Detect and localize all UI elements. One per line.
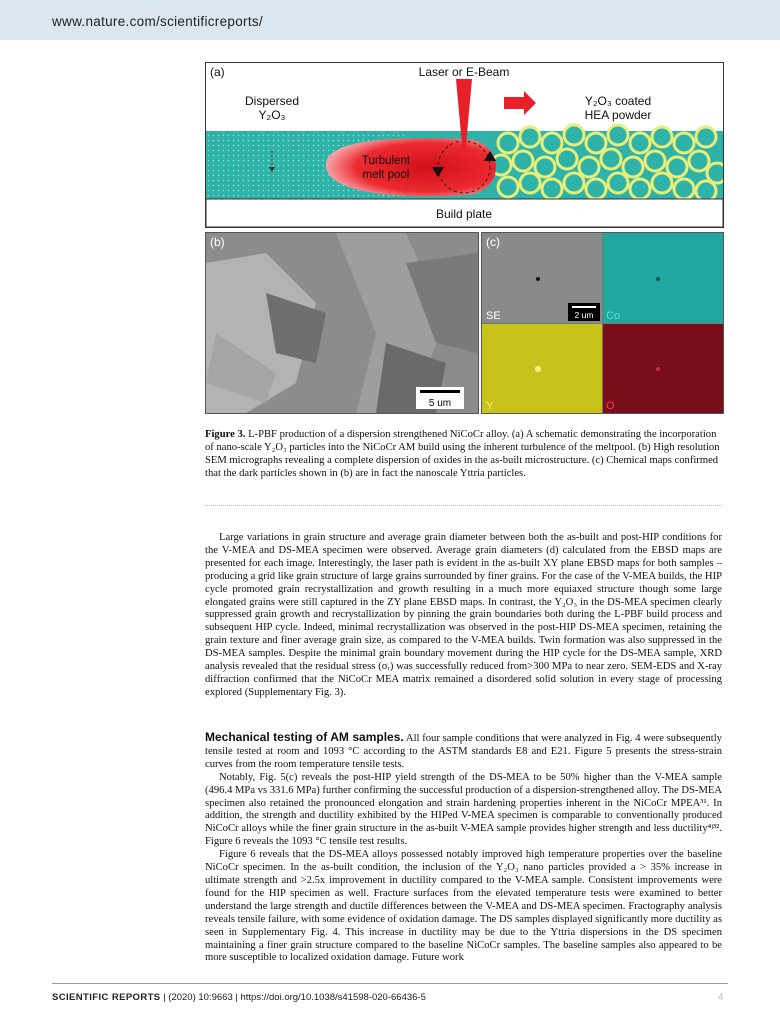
map-label-y: Y xyxy=(486,400,494,412)
eds-maps xyxy=(482,233,723,413)
scan-direction-arrow-icon xyxy=(504,91,536,115)
caption-label: Figure 3. xyxy=(205,429,246,440)
section-title: Mechanical testing of AM samples. xyxy=(205,730,404,744)
beam-label: Laser or E-Beam xyxy=(418,65,510,79)
sem-micrograph-panel xyxy=(205,232,479,414)
section-paragraph-3: Figure 6 reveals that the DS-MEA alloys possessed notably improved high temperature properties over the baseline NiCoCr specimen. In the as-built condition, the inclusion of the Y₂O₃ nano particles provided a > 35% increase in ultimate strength and >2.5x improvement in ductility compared to the V-MEA sample. Consistent improvements were found for the HIP specimen as well. Fracture surfaces from the elevated temperature tests were examined to better understand the large strength and ductile differences between the V-MEA and DS-MEA specimen. Fractography analysis reveals tensile failure, with some evidence of oxidation damage. The DS samples displayed significantly more ductility as seen in Supplementary Fig. 4. This increase in ductility may be due to the Yttria dispersions in the DS specimen maintaining a finer grain structure compared to the baseline NiCoCr samples. The baseline samples also appeared to be more susceptible to localized oxidation damage. Future work xyxy=(205,849,722,964)
map-o xyxy=(603,324,723,413)
footer-journal: SCIENTIFIC REPORTS xyxy=(52,992,161,1003)
map-label-se: SE xyxy=(486,310,501,322)
mechanical-testing-section xyxy=(205,731,722,965)
map-label-co: Co xyxy=(606,310,621,322)
sem-micrograph xyxy=(206,233,478,413)
schematic-svg xyxy=(206,63,723,227)
page-footer xyxy=(52,992,426,1003)
panel-b-label: (b) xyxy=(210,235,225,249)
build-plate-label: Build plate xyxy=(435,207,493,221)
panel-b-scale: 5 um xyxy=(428,398,452,409)
scale-bar xyxy=(420,390,460,393)
dispersed-label-2: Y₂O₃ xyxy=(258,108,286,122)
panel-a-label: (a) xyxy=(210,65,225,79)
map-y xyxy=(482,324,602,413)
melt-pool xyxy=(326,138,496,196)
page-header xyxy=(0,0,780,40)
dispersed-label-1: Dispersed xyxy=(244,94,300,108)
panel-c-scale: 2 um xyxy=(574,310,594,320)
powder-particles xyxy=(491,125,723,201)
panel-c-label: (c) xyxy=(486,235,500,249)
journal-url[interactable]: www.nature.com/scientificreports/ xyxy=(52,14,263,29)
map-label-o: O xyxy=(606,400,615,412)
body-paragraph-1: Large variations in grain structure and average grain diameter between both the as-built and post-HIP conditions for the V-MEA and DS-MEA specimen were observed. Average grain diameters (d) calculated from the EBSD maps are presented for each image. Interestingly, the laser path is evident in the as-built XY plane EBSD maps for both samples – producing a grid like grain structure of large grains surrounded by finer grains. For the case of the V-MEA builds, the HIP cycle promoted grain recrystallization and growth resulting in a much more equiaxed structure though some large elongated grains were still captured in the ZY plane EBSD maps. In contrast, the Y₂O₃ in the DS-MEA specimen clearly suppressed grain growth and recrystallization by pinning the grain boundaries both during the L-PBF build process and subsequent HIP cycle. Indeed, minimal recrystallization was observed in the post-HIP DS-MEA specimen, retaining the grain texture and finer average grain size, as compared to the V-MEA builds. Twin formation was also suppressed in the DS-MEA samples. Despite the minimal grain boundary movement during the HIP cycle for the DS-MEA sample, XRD analysis revealed that the residual stress (σᵣ) was successfully reduced from>300 MPa to near zero. SEM-EDS and X-ray diffraction confirmed that the NiCoCr MEA matrix remained a disordered solid solution in every stage of processing explored (Supplementary Fig. 3). xyxy=(205,532,722,698)
section-paragraph-1: All four sample conditions that were analyzed in Fig. 4 were subsequently tensile tested at room and 1093 °C according to the ASTM standards E8 and E21. Figure 5 presents the stress-strain curves from the room temperature tensile tests. xyxy=(205,733,722,770)
eds-maps-panel xyxy=(481,232,724,414)
figure-caption xyxy=(205,428,722,480)
caption-divider xyxy=(205,505,722,506)
melt-label-2: melt pool xyxy=(362,169,410,181)
powder-label-2: HEA powder xyxy=(584,108,652,122)
section-paragraph-2: Notably, Fig. 5(c) reveals the post-HIP yield strength of the DS-MEA to be 50% higher than the V-MEA sample (496.4 MPa vs 331.6 MPa) further confirming the successful production of a dispersion-strengthened alloy. The DS-MEA specimen also retained the pronounced elongation and strain hardening properties inherent in the NiCoCr MPEA³¹. In addition, the strength and ductility exhibited by the HIPed V-MEA specimen is comparable to conventionally produced NiCoCr alloys while the finer grain structure in the as-built V-MEA sample provides higher strength and less ductility⁴ʲ³². Figure 6 reveals the 1093 °C tensile test results. xyxy=(205,771,722,848)
powder-label-1: Y₂O₃ coated xyxy=(584,94,652,108)
footer-citation[interactable]: | (2020) 10:9663 | https://doi.org/10.1038/s41598-020-66436-5 xyxy=(163,992,426,1003)
caption-text: L-PBF production of a dispersion strengthened NiCoCr alloy. (a) A schematic demonstrating the incorporation of nano-scale Y₂O₃ particles into the NiCoCr AM build using the inherent turbulence of the meltpool. (b) High resolution SEM micrographs revealing a complete dispersion of oxides in the as-built microstructure. (c) Chemical maps confirmed that the dark particles shown in (b) are in fact the nanoscale Yttria particles. xyxy=(205,429,720,479)
page-number: 4 xyxy=(718,992,724,1003)
figure-schematic-panel xyxy=(205,62,724,228)
melt-label-1: Turbulent xyxy=(361,155,411,167)
map-co xyxy=(603,233,723,323)
footer-rule xyxy=(52,983,728,984)
